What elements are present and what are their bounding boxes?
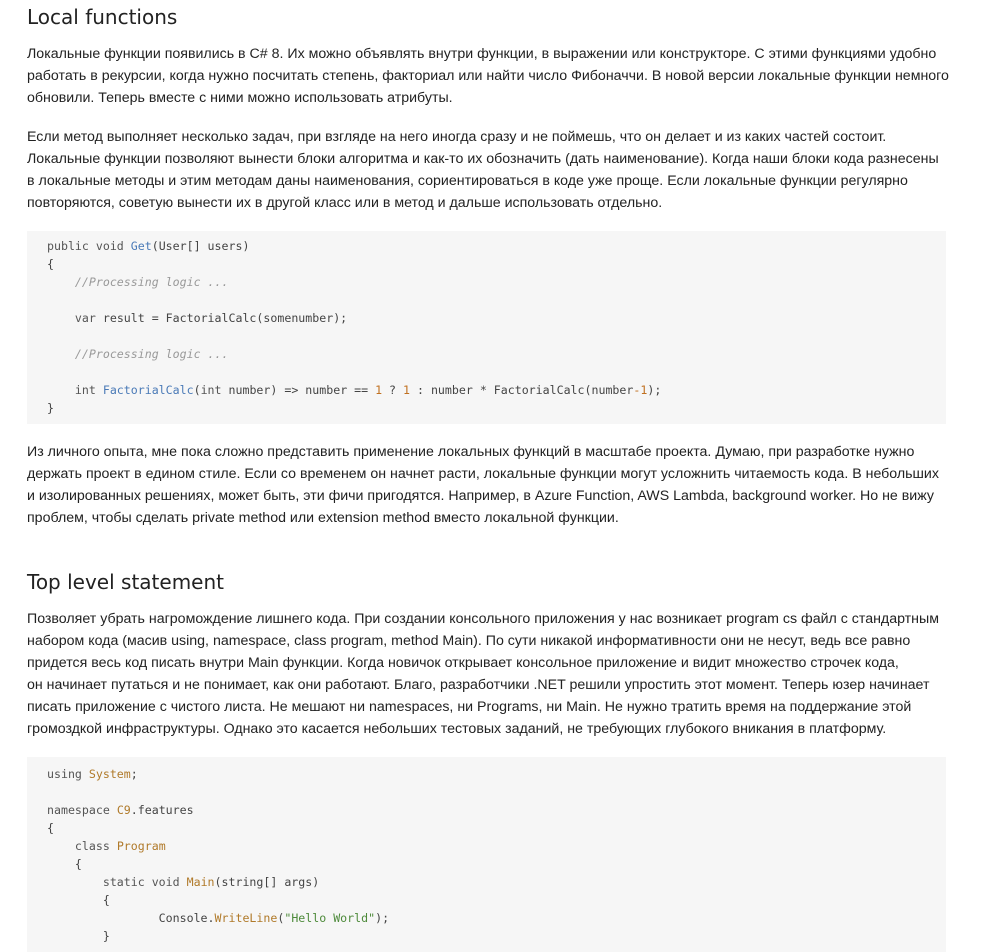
paragraph: Из личного опыта, мне пока сложно представить применение локальных функций в масштабе проекта. Думаю, при разработке нужно держать проект в едином стиле. Если со временем он начнет расти, локальные функции могут усложнить читаемость кода. В небольших и изолированных решениях, может быть, эти фичи пригодятся. Например, в Azure Function, AWS Lambda, background worker. Но не вижу проблем, чтобы сделать private method или extension method вместо локальной функции. <box>27 444 939 526</box>
paragraph: Если метод выполняет несколько задач, при взгляде на него иногда сразу и не поймешь, что он делает и из каких частей состоит. Локальные функции позволяют вынести блоки алгоритма и как-то их обозначить (дать наименование). Когда наши блоки кода разнесены в локальные методы и этим методам даны наименования, сориентироваться в коде уже проще. Если локальные функции регулярно повторяются, советую вынести их в другой класс или в метод и дальше использовать отдельно. <box>27 129 939 211</box>
code-block: public void Get(User[] users) { //Processing logic ... var result = FactorialCalc(somenumber); //Processing logic ... int FactorialCalc(int number) => number == 1 ? 1 : number * FactorialCalc(number-1); } <box>27 231 946 424</box>
paragraph: Локальные функции появились в C# 8. Их можно объявлять внутри функции, в выражении или конструкторе. С этими функциями удобно работать в рекурсии, когда нужно посчитать степень, факториал или найти число Фибоначчи. В новой версии локальные функции немного обновили. Теперь вместе с ними можно использовать атрибуты. <box>27 46 949 106</box>
code-block: using System; namespace C9.features { class Program { static void Main(string[] args) { Console.WriteLine("Hello World"); } <box>27 757 946 952</box>
section-title-local-functions: Local functions <box>27 5 178 29</box>
paragraph: Позволяет убрать нагромождение лишнего кода. При создании консольного приложения у нас возникает program cs файл с стандартным набором кода (масив using, namespace, class program, method Main). По сути никакой информативности они не несут, ведь все равно придется весь код писать внутри Main функции. Когда новичок открывает консольное приложение и видит множество строчек кода, он начинает путаться и не понимает, как они работают. Благо, разработчики .NET решили упростить этот момент. Теперь юзер начинает писать приложение с чистого листа. Не мешают ни namespaces, ни Programs, ни Main. Не нужно тратить время на поддержание этой громоздкой инфраструктуры. Однако это касается небольших тестовых заданий, не требующих глубокого вникания в платформу. <box>27 611 939 737</box>
section-title-top-level-statement: Top level statement <box>27 570 224 594</box>
